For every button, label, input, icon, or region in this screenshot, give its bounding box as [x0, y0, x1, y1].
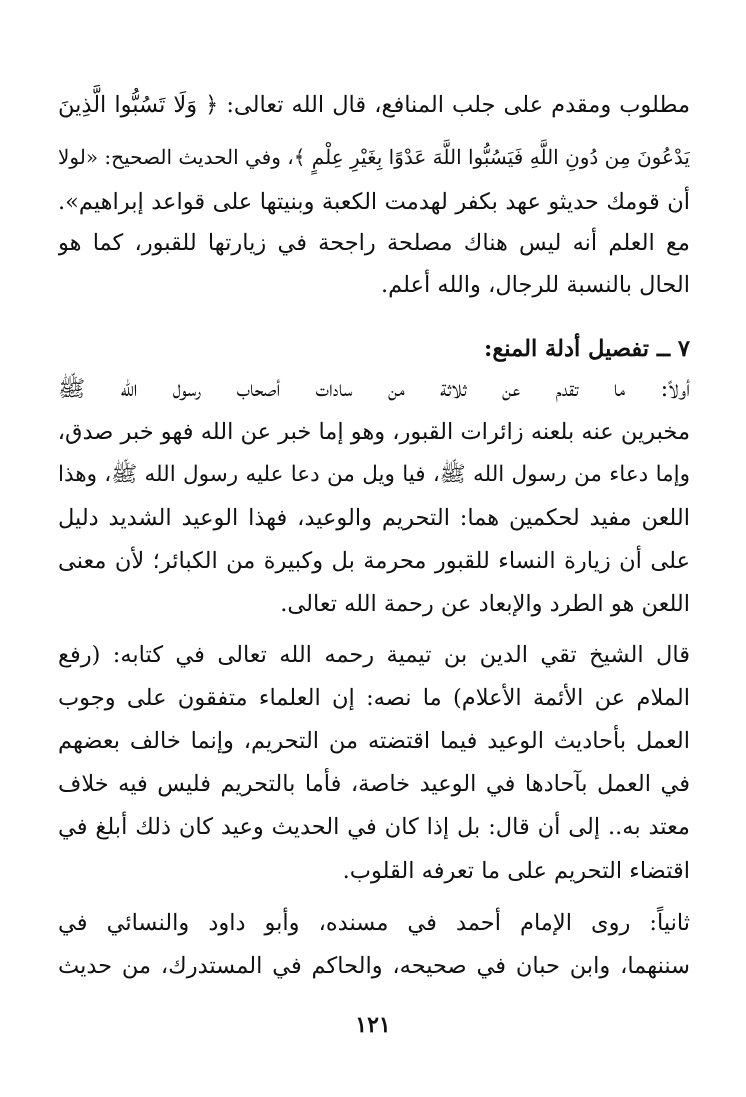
text-line: اللعن مفيد لحكمين هما: التحريم والوعيد، فهذا الوعيد الشديد دليل — [58, 505, 690, 531]
page-number: ١٢١ — [355, 1012, 391, 1038]
text-line: في العمل بآحادها في الوعيد خاصة، فأما بالتحريم فليس فيه خلاف — [58, 771, 690, 797]
text-line: مخبرين عنه بلعنه زائرات القبور، وهو إما خبر عن الله فهو خبر صدق، — [58, 419, 690, 445]
text-line: سننهما، وابن حبان في صحيحه، والحاكم في المستدرك، من حديث — [58, 953, 690, 979]
text-line: العمل بأحاديث الوعيد فيما اقتضته من التحريم، وإنما خالف بعضهم — [58, 728, 690, 754]
text-line: اقتضاء التحريم على ما تعرفه القلوب. — [342, 858, 690, 884]
text-line: مع العلم أنه ليس هناك مصلحة راجحة في زيارتها للقبور، كما هو — [58, 230, 690, 256]
text-line: أن قومك حديثو عهد بكفر لهدمت الكعبة وبنيتها على قواعد إبراهيم». — [58, 189, 690, 215]
text-line: على أن زيارة النساء للقبور محرمة بل وكبيرة من الكبائر؛ لأن معنى — [58, 548, 690, 574]
text-line: اللعن هو الطرد والإبعاد عن رحمة الله تعالى. — [280, 591, 690, 617]
text-line: قال الشيخ تقي الدين بن تيمية رحمه الله تعالى في كتابه: (رفع — [58, 642, 690, 668]
text-line: معتد به.. إلى أن قال: بل إذا كان في الحديث وعيد كان ذلك أبلغ في — [58, 814, 690, 840]
text-line: يَدْعُونَ مِن دُونِ اللَّهِ فَيَسُبُّوا اللَّهَ عَدْوًا بِغَيْرِ عِلْمٍ ﴾، وفي الحديث الصحيح: «لولا — [58, 145, 690, 169]
text-line: الحال بالنسبة للرجال، والله أعلم. — [381, 272, 690, 298]
section-heading: ٧ ــ تفصيل أدلة المنع: — [484, 336, 690, 362]
text-line: وإما دعاء من رسول الله ﷺ، فيا ويل من دعا عليه رسول الله ﷺ، وهذا — [58, 462, 690, 487]
text-line: أولاً: ما تقدم عن ثلاثة من سادات أصحاب رسول الله ﷺ — [58, 376, 690, 402]
text-line: مطلوب ومقدم على جلب المنافع، قال الله تعالى: ﴿ وَلَا تَسُبُّوا الَّذِينَ — [58, 92, 690, 118]
text-line: الملام عن الأئمة الأعلام) ما نصه: إن العلماء متفقون على وجوب — [58, 685, 690, 711]
text-line: ثانياً: روى الإمام أحمد في مسنده، وأبو داود والنسائي في — [58, 910, 690, 936]
